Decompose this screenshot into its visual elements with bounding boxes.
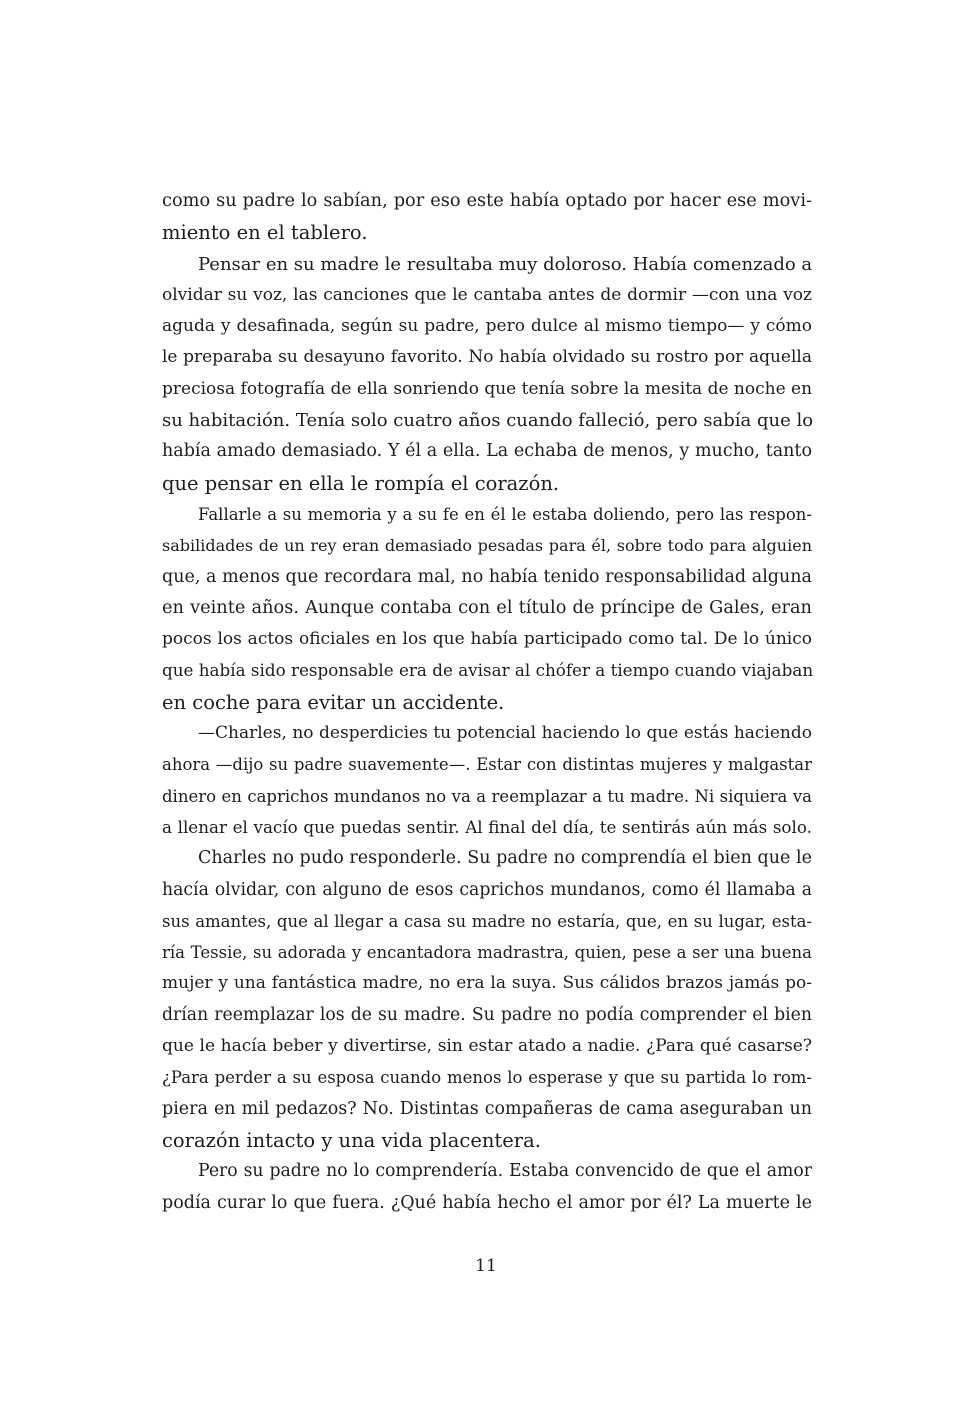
- text-line: ahora —dijo su padre suavemente—. Estar con distintas mujeres y malgastar: [162, 755, 812, 775]
- text-line: miento en el tablero.: [162, 221, 368, 245]
- text-line: como su padre lo sabían, por eso este había optado por hacer ese movi-: [162, 191, 812, 211]
- text-line: mujer y una fantástica madre, no era la suya. Sus cálidos brazos jamás po-: [162, 973, 812, 994]
- body-text: [162, 186, 812, 1219]
- text-line: ría Tessie, su adorada y encantadora madrastra, quien, pese a ser una buena: [162, 943, 812, 963]
- text-line: aguda y desafinada, según su padre, pero dulce al mismo tiempo— y cómo: [162, 316, 812, 337]
- text-line: —Charles, no desperdicies tu potencial haciendo lo que estás haciendo: [198, 723, 812, 744]
- text-line: Pero su padre no lo comprendería. Estaba convencido de que el amor: [198, 1161, 812, 1182]
- text-line: hacía olvidar, con alguno de esos caprichos mundanos, como él llamaba a: [162, 879, 812, 900]
- text-line: Charles no pudo responderle. Su padre no comprendía el bien que le: [198, 848, 812, 869]
- text-line: piera en mil pedazos? No. Distintas compañeras de cama aseguraban un: [162, 1098, 812, 1119]
- text-line: que, a menos que recordara mal, no había tenido responsabilidad alguna: [162, 566, 812, 587]
- text-line: en veinte años. Aunque contaba con el título de príncipe de Gales, eran: [162, 597, 812, 618]
- text-line: que pensar en ella le rompía el corazón.: [162, 471, 560, 495]
- text-line: Fallarle a su memoria y a su fe en él le estaba doliendo, pero las respon-: [198, 504, 812, 524]
- text-line: que había sido responsable era de avisar al chófer a tiempo cuando viajaban: [162, 660, 814, 681]
- text-line: sus amantes, que al llegar a casa su madre no estaría, que, en su lugar, esta-: [162, 911, 812, 931]
- text-line: dinero en caprichos mundanos no va a reemplazar a tu madre. Ni siquiera va: [162, 786, 812, 806]
- text-line: olvidar su voz, las canciones que le cantaba antes de dormir —con una voz: [162, 284, 812, 305]
- text-line: su habitación. Tenía solo cuatro años cuando falleció, pero sabía que lo: [162, 410, 814, 432]
- text-line: que le hacía beber y divertirse, sin estar atado a nadie. ¿Para qué casarse?: [162, 1036, 812, 1057]
- text-line: sabilidades de un rey eran demasiado pesadas para él, sobre todo para alguien: [162, 536, 812, 556]
- text-line: Pensar en su madre le resultaba muy doloroso. Había comenzado a: [198, 253, 813, 275]
- text-line: ¿Para perder a su esposa cuando menos lo esperase y que su partida lo rom-: [162, 1068, 812, 1088]
- text-line: corazón intacto y una vida placentera.: [162, 1128, 541, 1152]
- text-line: le preparaba su desayuno favorito. No había olvidado su rostro por aquella: [162, 347, 812, 368]
- text-line: a llenar el vacío que puedas sentir. Al final del día, te sentirás aún más solo.: [162, 816, 812, 837]
- text-line: drían reemplazar los de su madre. Su padre no podía comprender el bien: [162, 1004, 812, 1025]
- text-line: en coche para evitar un accidente.: [162, 690, 505, 714]
- page-number: 11: [475, 1256, 497, 1276]
- text-line: había amado demasiado. Y él a ella. La echaba de menos, y mucho, tanto: [162, 441, 812, 462]
- text-line: pocos los actos oficiales en los que había participado como tal. De lo único: [162, 629, 812, 650]
- text-line: podía curar lo que fuera. ¿Qué había hecho el amor por él? La muerte le: [162, 1192, 812, 1213]
- text-line: preciosa fotografía de ella sonriendo que tenía sobre la mesita de noche en: [162, 378, 813, 399]
